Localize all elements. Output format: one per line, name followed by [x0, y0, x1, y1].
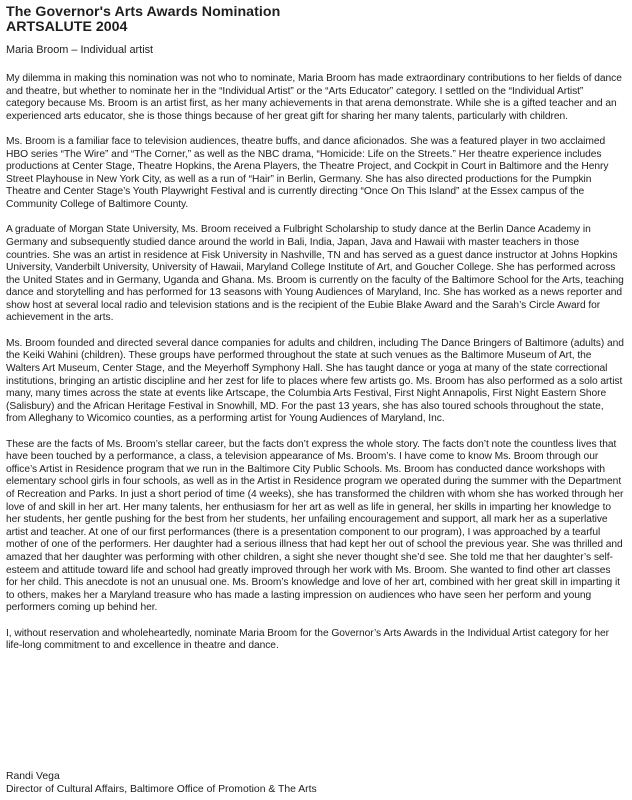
signature-block [6, 770, 317, 796]
signature-title: Director of Cultural Affairs, Baltimore Office of Promotion & The Arts [6, 784, 317, 795]
paragraph-6: I, without reservation and wholeheartedly, nominate Maria Broom for the Governor’s Arts Awards in the Individual Artist category for her life-long commitment to and excellence in theatre and dance. [6, 627, 609, 652]
signature-name: Randi Vega [6, 771, 60, 782]
paragraph-1: My dilemma in making this nomination was not who to nominate, Maria Broom has made extraordinary contributions to her fields of dance and theatre, but whether to nominate her in the “Individual Artist” or the “Arts Educator” category. I settled on the “Individual Artist” category because Ms. Broom is an artist first, as her many achievements in that arena demonstrate. While she is a gifted teacher and an experienced arts educator, she is those things because of her great gift for sharing her many talents, particularly with children. [6, 73, 622, 122]
nominee-line: Maria Broom – Individual artist [6, 44, 154, 56]
paragraph-4: Ms. Broom founded and directed several dance companies for adults and children, including The Dance Bringers of Baltimore (adults) and the Keiki Wahini (children). These groups have performed throughout the state at such venues as the Baltimore Museum of Art, the Walters Art Museum, Center Stage, and the Meyerhoff Symphony Hall. She has taught dance or yoga at many of the state correctional institutions, bringing an artistic discipline and her zest for life to places where few artists go. Ms. Broom has also performed as a solo artist many, many times across the state at events like Artscape, the Columbia Arts Festival, First Night Annapolis, First Night Eastern Shore (Salisbury) and the African Heritage Festival in Snowhill, MD. For the past 13 years, she has also toured schools throughout the state, from Alleghany to Wicomico counties, as a performing artist for Young Audiences of Maryland, Inc. [6, 337, 624, 425]
document-title: The Governor's Arts Awards Nomination [6, 4, 281, 20]
paragraph-5: These are the facts of Ms. Broom’s stellar career, but the facts don’t express the whole story. The facts don’t note the countless lives that have been touched by a performance, a class, a television appearance of Ms. Broom’s. I have come to know Ms. Broom through our office’s Artist in Residence program that we run in the Baltimore City Public Schools. Ms. Broom has conducted dance workshops with elementary school girls in four schools, as well as in the Artist in Residence program we operated during the summer with the Department of Recreation and Parks. In just a short period of time (4 weeks), she has transformed the children with whom she has worked through her love of and skill in her art. Her many talents, her enthusiasm for her art as well as life in general, her skills in imparting her knowledge to her students, her gentle pushing for the best from her students, her unfailing encouragement and support, all mark her as a superlative artist and teacher. At one of our first performances (there is a presentation component to our program), I was approached by a tearful mother of one of the performers. Her daughter had a serious illness that had kept her out of school the previous year. She was thrilled and amazed that her daughter was performing with other children, a sight she never thought she’d see. She told me that her daughter’s self-esteem and attitude toward life and school had greatly improved through her work with Ms. Broom. She wanted to find other art classes for her child. This anecdote is not an unusual one. Ms. Broom’s knowledge and love of her art, combined with her great skill in imparting it to others, makes her a Maryland treasure who has made a lasting impression on audiences who have seen her perform and young performers coming up behind her. [6, 438, 624, 614]
document-subtitle: ARTSALUTE 2004 [6, 19, 128, 35]
paragraph-2: Ms. Broom is a familiar face to television audiences, theatre buffs, and dance aficionados. She was a featured player in two acclaimed HBO series “The Wire” and “The Corner,” as well as the NBC drama, “Homicide: Life on the Streets.” Her theatre experience includes productions at Center Stage, Theatre Hopkins, the Arena Players, the Theatre Project, and Cockpit in Court in Baltimore and the Henry Street Playhouse in New York City, as well as a run of “Hair” in Berlin, Germany. She has also directed productions for the Pumpkin Theatre and Center Stage’s Youth Playwright Festival and is currently directing “Once On This Island” at the Essex campus of the Community College of Baltimore County. [6, 136, 609, 211]
paragraph-3: A graduate of Morgan State University, Ms. Broom received a Fulbright Scholarship to study dance at the Berlin Dance Academy in Germany and subsequently studied dance around the world in Bali, India, Japan, Java and Hawaii with master teachers in those countries. She was an artist in residence at Fisk University in Nashville, TN and has served as a guest dance instructor at Johns Hopkins University, Vanderbilt University, University of Hawaii, Maryland College Institute of Art, and Goucher College. She has performed across the United States and in Germany, Uganda and Ghana. Ms. Broom is currently on the faculty of the Baltimore School for the Arts, teaching dance and storytelling and has performed for 13 seasons with Young Audiences of Maryland, Inc. She has worked as a news reporter and show host at several local radio and television stations and is the recipient of the Eubie Blake Award and the Sarah’s Circle Award for achievement in the arts. [6, 224, 624, 324]
document-page [6, 5, 624, 665]
